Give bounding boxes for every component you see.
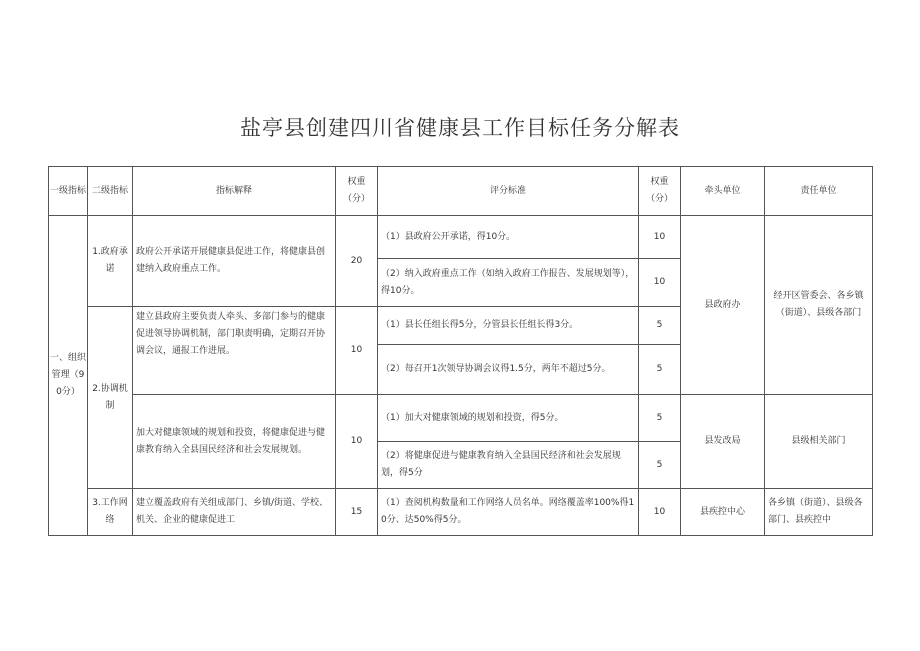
header-level2: 二级指标 [88, 167, 133, 216]
indicator-work-network: 3.工作网络 [88, 489, 133, 536]
table-row [49, 216, 873, 259]
header-explanation: 指标解释 [133, 167, 336, 216]
criteria-item: （1）县长任组长得5分，分管县长任组长得3分。 [378, 307, 639, 345]
lead-unit-gov-office: 县政府办 [681, 216, 765, 395]
explanation-work-network: 建立覆盖政府有关组成部门、乡镇/街道、学校、机关、企业的健康促进工 [133, 489, 336, 536]
table-row [49, 395, 873, 442]
weight-planning: 10 [336, 395, 378, 489]
category-cell: 一、组织管理（90分） [49, 216, 88, 536]
criteria-score: 10 [639, 216, 681, 259]
criteria-item: （1）加大对健康领域的规划和投资，得5分。 [378, 395, 639, 442]
criteria-item: （1）县政府公开承诺，得10分。 [378, 216, 639, 259]
criteria-item: （1）查阅机构数量和工作网络人员名单。网络覆盖率100%得10分、达50%得5分。 [378, 489, 639, 536]
document-title: 盐亭县创建四川省健康县工作目标任务分解表 [240, 116, 680, 140]
table-header-row [49, 167, 873, 216]
lead-unit-cdc: 县疾控中心 [681, 489, 765, 536]
explanation-coordination: 建立县政府主要负责人牵头、多部门参与的健康促进领导协调机制，部门职责明确，定期召开协调会议，通报工作进展。 [133, 307, 336, 395]
criteria-score: 5 [639, 307, 681, 345]
resp-unit-all-depts: 经开区管委会、各乡镇（街道）、县级各部门 [765, 216, 873, 395]
resp-unit-towns-cdc: 各乡镇（街道）、县级各部门、县疾控中 [765, 489, 873, 536]
explanation-planning: 加大对健康领域的规划和投资，将健康促进与健康教育纳入全县国民经济和社会发展规划。 [133, 395, 336, 489]
task-breakdown-table [48, 166, 873, 536]
criteria-item: （2）纳入政府重点工作（如纳入政府工作报告、发展规划等），得10分。 [378, 259, 639, 307]
header-criteria: 评分标准 [378, 167, 639, 216]
indicator-gov-commitment: 1.政府承诺 [88, 216, 133, 307]
criteria-item: （2）每召开1次领导协调会议得1.5分，两年不超过5分。 [378, 345, 639, 395]
criteria-score: 10 [639, 259, 681, 307]
header-weight-2: 权重（分） [639, 167, 681, 216]
explanation-gov-commitment: 政府公开承诺开展健康县促进工作，将健康县创建纳入政府重点工作。 [133, 216, 336, 307]
header-resp-unit: 责任单位 [765, 167, 873, 216]
header-weight: 权重（分） [336, 167, 378, 216]
resp-unit-related-depts: 县级相关部门 [765, 395, 873, 489]
header-level1: 一级指标 [49, 167, 88, 216]
weight-gov-commitment: 20 [336, 216, 378, 307]
criteria-score: 10 [639, 489, 681, 536]
table-row [49, 489, 873, 536]
criteria-score: 5 [639, 395, 681, 442]
criteria-score: 5 [639, 345, 681, 395]
weight-coordination: 10 [336, 307, 378, 395]
lead-unit-development: 县发改局 [681, 395, 765, 489]
header-lead-unit: 牵头单位 [681, 167, 765, 216]
criteria-item: （2）将健康促进与健康教育纳入全县国民经济和社会发展规划，得5分 [378, 442, 639, 489]
weight-work-network: 15 [336, 489, 378, 536]
indicator-coordination: 2.协调机制 [88, 307, 133, 489]
criteria-score: 5 [639, 442, 681, 489]
